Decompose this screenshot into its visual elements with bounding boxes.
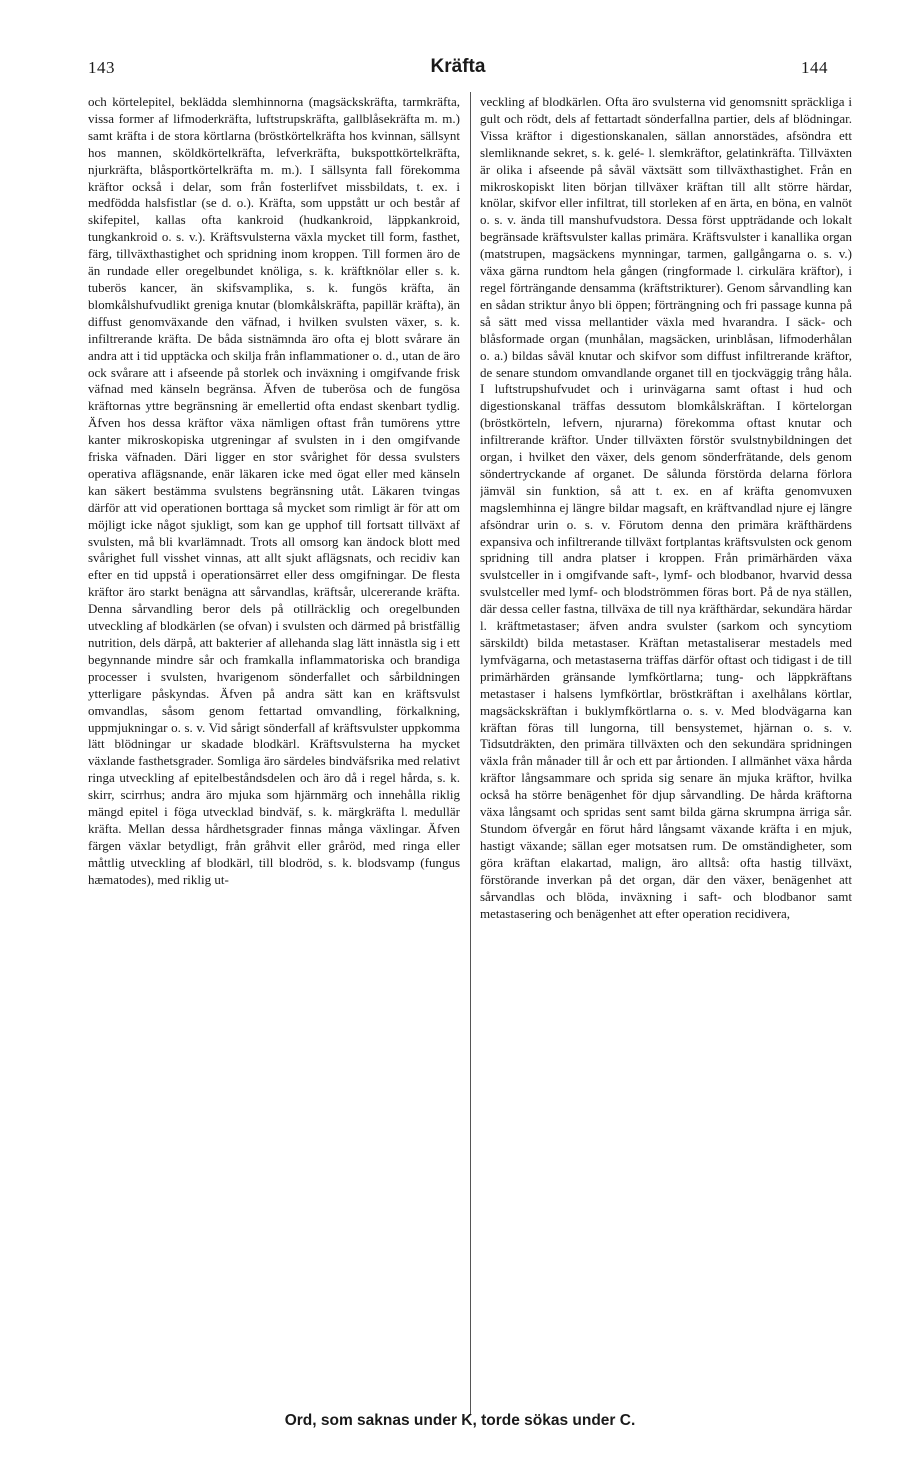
page-number-left: 143 [88,58,115,77]
column-left-text: och körtelepitel, beklädda slemhinnorna (magsäckskräfta, tarmkräfta, vissa former af lifmoderkräfta, luftstrupskräfta, gallblåsekräfta m. m.) samt kräfta i de stora körtlarna (bröstkörtelkräfta hos kvinnan, sällsynt hos mannen, sköldkörtelkräfta, lefverkräfta, bukspottkörtelkräfta, njurkräfta, blåsportkörtelkräfta m. m.). I sällsynta fall förekomma kräftor också i delar, som från fosterlifvet missbildats, t. ex. i medfödda halsfistlar (se d. o.). Kräfta, som uppstått ur och består af skifepitel, kallas ofta kankroid (hudkankroid, läppkankroid, tungkankroid o. s. v.). Kräftsvulsterna växla mycket till form, fasthet, färg, tillväxthastighet och spridning inom kroppen. Till formen äro de än rundade eller oregelbundet knöliga, s. k. kräftknölar eller s. k. tuberös kancer, än skifsvamplika, s. k. fungös kräfta, än blomkålshufvudlikt greniga knutar (blomkålskräfta, papillär kräfta), än diffust genomväxande den väfnad, i hvilken svulsten växer, s. k. infiltrerande kräfta. De båda sistnämnda äro ofta ej blott svårare än andra att i tid upptäcka och skilja från inflammationer o. d., utan de äro ock svårare att i afseende på storlek och inväxning i omgifvande frisk väfnad med känseln begränsa. Äfven de tuberösa och de fungösa kräftornas yttre begränsning är emellertid ofta endast skenbart tydlig. Äfven hos dessa kräftor växa nämligen oftast från tumörens yttre kanter mikroskopiska utgreningar af svulsten in i den omgifvande friska väfnaden. Däri ligger en stor svårighet för dessa svulsters operativa aflägsnande, enär läkaren icke med ögat eller med känseln kan säkert bestämma svulstens begränsning utåt. Läkaren tvingas därför att vid operationen borttaga så mycket som rimligt är för att om möjligt icke något sjukligt, som kan ge upphof till fortsatt tillväxt af svulsten, må bli kvarlämnadt. Trots all omsorg kan ändock blott med svårighet full visshet vinnas, att allt sjukt aflägsnats, och recidiv kan efter en tid uppstå i operationsärret eller dess omgifningar. De flesta kräftor äro starkt benägna att sårvandlas, kräftsår, ulcererande kräfta. Denna sårvandling beror dels på otillräcklig och oregelbunden utveckling af blodkärlen (se ofvan) i svulsten och därmed på bristfällig nutrition, dels därpå, att bakterier af allehanda slag lätt innästla sig i ett begynnande mindre sår och framkalla inflammatoriska och brandiga processer i svulsten, hvarigenom sönderfallet och sårbildningen ytterligare påskyndas. Äfven på andra sätt kan en kräftsvulst omvandlas, såsom genom fettartad omvandling, förkalkning, uppmjukningar o. s. v. Vid sårigt sönderfall af kräftsvulster uppkomma lätt blödningar ur skadade blodkärl. Kräftsvulsterna ha mycket växlande fasthetsgrader. Somliga äro särdeles bindväfsrika med relativt ringa utveckling af epitelbeståndsdelen och äro då i regel hårda, s. k. skirr, scirrhus; andra äro mjuka som hjärnmärg och innehålla riklig mängd epitel i föga utvecklad bindväf, s. k. märgkräfta l. medullär kräfta. Mellan dessa hårdhetsgrader finnas många växlingar. Äfven färgen växlar betydligt, från gråhvit eller gråröd, med ringa eller måttlig utveckling af blodkärl, till blodröd, s. k. blodsvamp (fungus hæmatodes), med riklig ut- [88,94,460,887]
text-column-left [88,94,460,1464]
column-right-text: veckling af blodkärlen. Ofta äro svulsterna vid genomsnitt spräckliga i gult och rödt, dels af fettartadt sönderfallna partier, dels af blödningar. Vissa kräftor i digestionskanalen, sällan annorstädes, afsöndra ett slemliknande sekret, s. k. gelé- l. slemkräftor, gelatinkräfta. Tillväxten är olika i afseende på såväl växtsätt som tillväxthastighet. Från en mikroskopiskt liten början tillväxer kräftan till allt större härdar, knölar, skifvor eller infiltrat, till storleken af en ärta, en böna, en valnöt o. s. v. ända till manshufvudstora. Dessa först uppträdande och lokalt begränsade kräftsvulster kallas primära. Kräftsvulster i kanallika organ (matstrupen, magsäckens mynningar, tarmen, gallgångarna o. s. v.) växa gärna rundtom hela gången (ringformade l. cirkulära kräftor), i regel förträngande densamma (kräftstrikturer). Genom sårvandling kan en sådan striktur ånyo bli öppen; förträngning och fri passage kunna på så sätt med vissa mellantider växla med hvarandra. I säck- och blåsformade organ (munhålan, magsäcken, urinblåsan, lifmoderhålan o. a.) bildas såväl knutar och skifvor som diffust infiltrerande kräftor, de senare stundom omvandlande organet till en tjockväggig trång håla. I luftstrupshufvudet och i urinvägarna samt oftast i hud och digestionskanal träffas dessutom blomkålskräftan. I körtelorgan (bröstkörteln, lefvern, njurarna) förekomma oftast knutar och infiltrerande kräftor. Under tillväxten förstör svulstnybildningen det organ, i hvilket den växer, dels genom sönderfrätande, dels genom söndertryckande af organet. De sålunda förstörda delarna förlora jämväl sin funktion, så att t. ex. en af kräfta genomvuxen magslemhinna ej längre bildar magsaft, en kräftvandlad njure ej längre afsöndrar urin o. s. v. Förutom denna den primära kräfthärdens expansiva och infiltrerande tillväxt fortplantas kräftsvulsten ock genom spridning till andra platser i kroppen. Från primärhärden växa svulstceller in i omgifvande saft-, lymf- och blodbanor, hvarvid dessa svulstceller med lymf- och blodströmmen föras bort. På de nya ställen, där dessa celler fastna, tillväxa de till nya kräfthärdar, sekundära härdar l. kräftmetastaser; äfven andra svulster (sarkom och syncytiom särskildt) bilda metastaser. Kräftan metastaliserar mestadels med lymfvägarna, och metastaserna träffas därför oftast och tidigast i de till primärhärden gränsande lymfkörtlarna; tung- och läppkräftans metastaser i halsens lymfkörtlar, bröstkräftan i axelhålans körtlar, magsäckskräftan i buklymfkörtlarna o. s. v. Med blodvägarna kan kräftan föras till lungorna, till bensystemet, hjärnan o. s. v. Tidsutdräkten, den primära tillväxten och den sekundära spridningen växla från månader till år och ett par årtionden. I allmänhet växa hårda kräftor långsammare och sprida sig senare än mjuka kräftor, hvilka också ha större benägenhet för djup sårvandling. De hårda kräftorna växa långsamt och spridas sent samt bilda gärna skrumpna ärriga sår. Stundom öfvergår en förut hård långsamt växande kräfta i en mjuk, hastigt växande; sällan eger motsatsen rum. De omständigheter, som göra kräftan elakartad, malign, äro alltså: ofta hastig tillväxt, förstörande inverkan på det organ, där den växer, benägenhet att sårvandlas och blöda, inväxning i saft- och blodbanor samt metastasering och benägenhet att efter operation recidivera, [480,94,852,921]
page-footer-note: Ord, som saknas under K, torde sökas under C. [284,1412,636,1429]
text-column-right [480,94,852,1464]
running-title: Kräfta [430,56,486,77]
page-number-right: 144 [801,58,828,77]
column-divider [470,92,471,1414]
page-header [88,58,828,82]
